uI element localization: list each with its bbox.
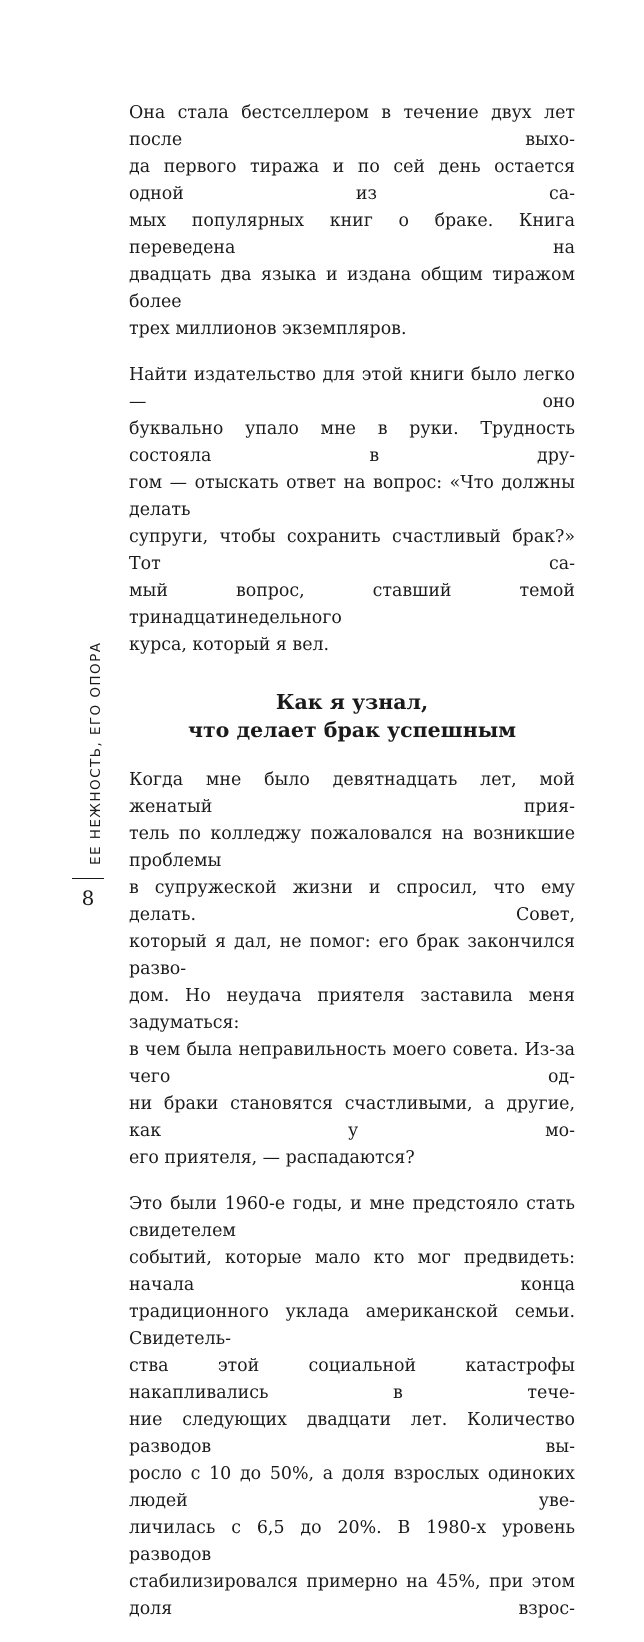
page-margin [58, 0, 118, 1000]
heading-line: Как я узнал, [275, 690, 429, 714]
text-line: ние следующих двадцати лет. Количество разводов вы- [129, 1410, 575, 1457]
text-line: стабилизировался примерно на 45%, при этом доля взрос- [129, 1572, 575, 1619]
paragraph-3 [129, 767, 575, 1172]
paragraph-2 [129, 362, 575, 659]
section-heading [129, 688, 575, 744]
text-line: в чем была неправильность моего совета. Из-за чего од- [129, 1040, 575, 1087]
text-line: Это были 1960-е годы, и мне предстояло стать свидетелем [129, 1194, 575, 1241]
text-line: гом — отыскать ответ на вопрос: «Что должны делать [129, 473, 575, 520]
text-line: Найти издательство для этой книги было легко — оно [129, 365, 575, 412]
text-line: в супружеской жизни и спросил, что ему делать. Совет, [129, 878, 575, 925]
text-line: росло с 10 до 50%, а доля взрослых одиноких людей уве- [129, 1464, 575, 1511]
text-line: двадцать два языка и издана общим тиражом более [129, 265, 575, 312]
running-head-rule [72, 878, 104, 879]
text-line: событий, которые мало кто мог предвидеть: начала конца [129, 1248, 575, 1295]
text-line: дом. Но неудача приятеля заставила меня задуматься: [129, 986, 575, 1033]
text-line: традиционного уклада американской семьи. Свидетель- [129, 1302, 575, 1349]
text-line: да первого тиража и по сей день остается одной из са- [129, 157, 575, 204]
text-line: мый вопрос, ставший темой тринадцатинедельного [129, 581, 575, 628]
paragraph-4 [129, 1191, 575, 1623]
text-line: тель по колледжу пожаловался на возникшие проблемы [129, 824, 575, 871]
text-line: буквально упало мне в руки. Трудность состояла в дру- [129, 419, 575, 466]
running-head-text: ЕЕ НЕЖНОСТЬ, ЕГО ОПОРА [88, 641, 104, 865]
text-line: курса, который я вел. [129, 635, 330, 655]
page-number: 8 [81, 886, 95, 910]
text-line: ни браки становятся счастливыми, а другие, как у мо- [129, 1094, 575, 1141]
text-line: Она стала бестселлером в течение двух лет после выхо- [129, 103, 575, 150]
text-line: трех миллионов экземпляров. [129, 319, 407, 339]
text-line: который я дал, не помог: его брак закончился разво- [129, 932, 575, 979]
text-line: личилась с 6,5 до 20%. В 1980-х уровень разводов [129, 1518, 575, 1565]
text-line: супруги, чтобы сохранить счастливый брак?» Тот са- [129, 527, 575, 574]
page-body [129, 100, 575, 1642]
paragraph-1 [129, 100, 575, 343]
running-head [58, 0, 118, 865]
text-line: Когда мне было девятнадцать лет, мой женатый прия- [129, 770, 575, 817]
text-line: ства этой социальной катастрофы накапливались в тече- [129, 1356, 575, 1403]
text-line: его приятеля, — распадаются? [129, 1148, 415, 1168]
text-line: мых популярных книг о браке. Книга переведена на [129, 211, 575, 258]
heading-line: что делает брак успешным [187, 718, 517, 742]
